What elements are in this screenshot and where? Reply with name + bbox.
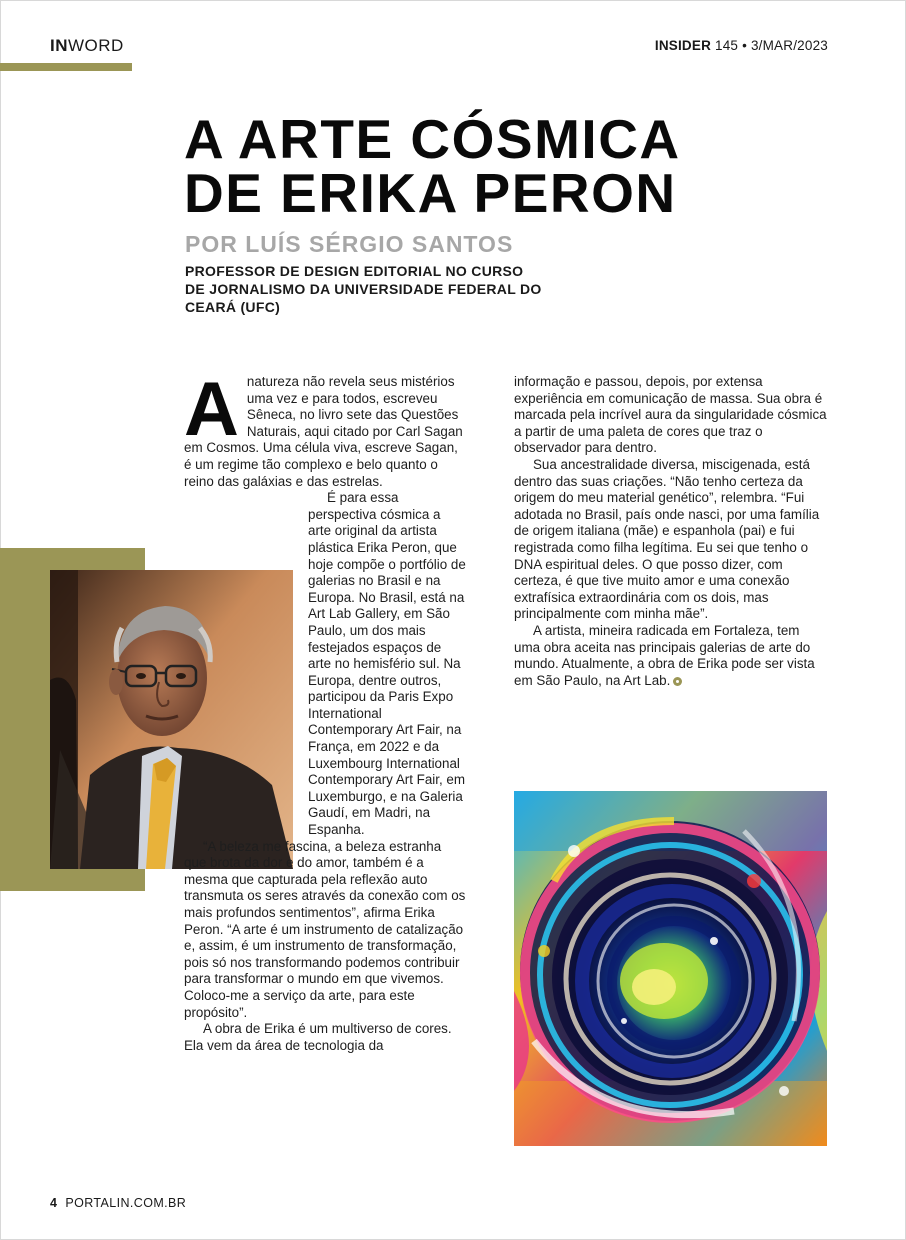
photo-wrap-space bbox=[184, 490, 308, 824]
article-end-icon bbox=[673, 677, 682, 686]
section-tag bbox=[50, 36, 124, 56]
article-column-1 bbox=[184, 367, 466, 1054]
title-line-2: DE ERIKA PERON bbox=[184, 162, 677, 224]
paragraph-6: Sua ancestralidade diversa, miscigenada, está dentro das suas criações. “Não tenho certeza da origem do meu material genético”, relembra. “Fui adotada no Brasil, país onde nasci, por uma família de origem italiana (mãe) e espanhola (pai) e fui registrada como filha legítima. Eu sei que tenho o DNA espiritual deles. O que posso dizer, com certeza, é que tive muito amor e uma conexão extrafísica extraordinária com os dois, mas principalmente com minha mãe”. bbox=[514, 456, 820, 622]
page-footer bbox=[50, 1196, 186, 1210]
paragraph-2-text: É para essa perspectiva cósmica a arte original da artista plástica Erika Peron, que hoje compõe o portfólio de galerias no Brasil e na Europa. No Brasil, está na Art Lab Gallery, em São Paulo, um dos mais festejados espaços de arte no hemisfério sul. Na Europa, dentre outros, participou da Paris Expo International Contemporary Art Fair, na França, em 2022 e da Luxembourg International Contemporary Art Fair, em Luxemburgo, e na Galeria Gaudí, em Madri, na Espanha. bbox=[308, 490, 466, 838]
paragraph-4: A obra de Erika é um multiverso de cores. Ela vem da área de tecnologia da bbox=[184, 1021, 452, 1053]
issue-magazine-name: INSIDER bbox=[654, 38, 712, 53]
author-bio: PROFESSOR DE DESIGN EDITORIAL NO CURSO DE JORNALISMO DA UNIVERSIDADE FEDERAL DO CEARÁ (UFC) bbox=[185, 263, 542, 315]
cosmic-artwork-illustration bbox=[514, 791, 827, 1146]
paragraph-1: natureza não revela seus mistérios uma vez e para todos, escreveu Sêneca, no livro sete das Questões Naturais, aqui citado por Carl Sagan em Cosmos. Uma célula viva, escreve Sagan, é um regime tão complexo e belo quanto o reino das galáxias e das estrelas. bbox=[184, 374, 463, 489]
section-tag-rest: WORD bbox=[68, 36, 124, 55]
article-column-2 bbox=[514, 374, 828, 689]
section-tag-bold: IN bbox=[50, 36, 68, 55]
footer-site: PORTALIN.COM.BR bbox=[65, 1196, 187, 1210]
page-number: 4 bbox=[50, 1196, 58, 1210]
drop-cap: A bbox=[184, 367, 239, 452]
article-title bbox=[184, 108, 681, 224]
paragraph-3: “A beleza me fascina, a beleza estranha que brota da dor e do amor, também é a mesma que capturada pela reflexão auto transmuta os seres através da conexão com os mais profundos sentimentos”, afirma Erika Peron. “A arte é um instrumento de catalização e, assim, é um instrumento de transformação, pois só nos transformando podemos contribuir para transformar o mundo em que vivemos. Coloco-me a serviço da arte, para este propósito”. bbox=[184, 838, 466, 1020]
title-line-1: A ARTE CÓSMICA bbox=[184, 108, 681, 170]
issue-number-date: 145 • 3/MAR/2023 bbox=[711, 38, 828, 53]
section-accent-bar bbox=[0, 63, 132, 71]
artwork-image bbox=[514, 791, 827, 1146]
paragraph-7 bbox=[514, 623, 828, 689]
paragraph-7-text: A artista, mineira radicada em Fortaleza, tem uma obra aceita nas principais galerias de arte do mundo. Atualmente, a obra de Erika pode ser vista em São Paulo, na Art Lab. bbox=[514, 622, 815, 688]
byline: POR LUÍS SÉRGIO SANTOS bbox=[185, 231, 514, 257]
paragraph-5: informação e passou, depois, por extensa experiência em comunicação de massa. Sua obra é marcada pela incrível aura da singularidade cósmica a partir de uma paleta de cores que traz o observador para dentro. bbox=[514, 374, 827, 456]
issue-info bbox=[655, 38, 828, 53]
paragraph-2 bbox=[184, 490, 466, 838]
